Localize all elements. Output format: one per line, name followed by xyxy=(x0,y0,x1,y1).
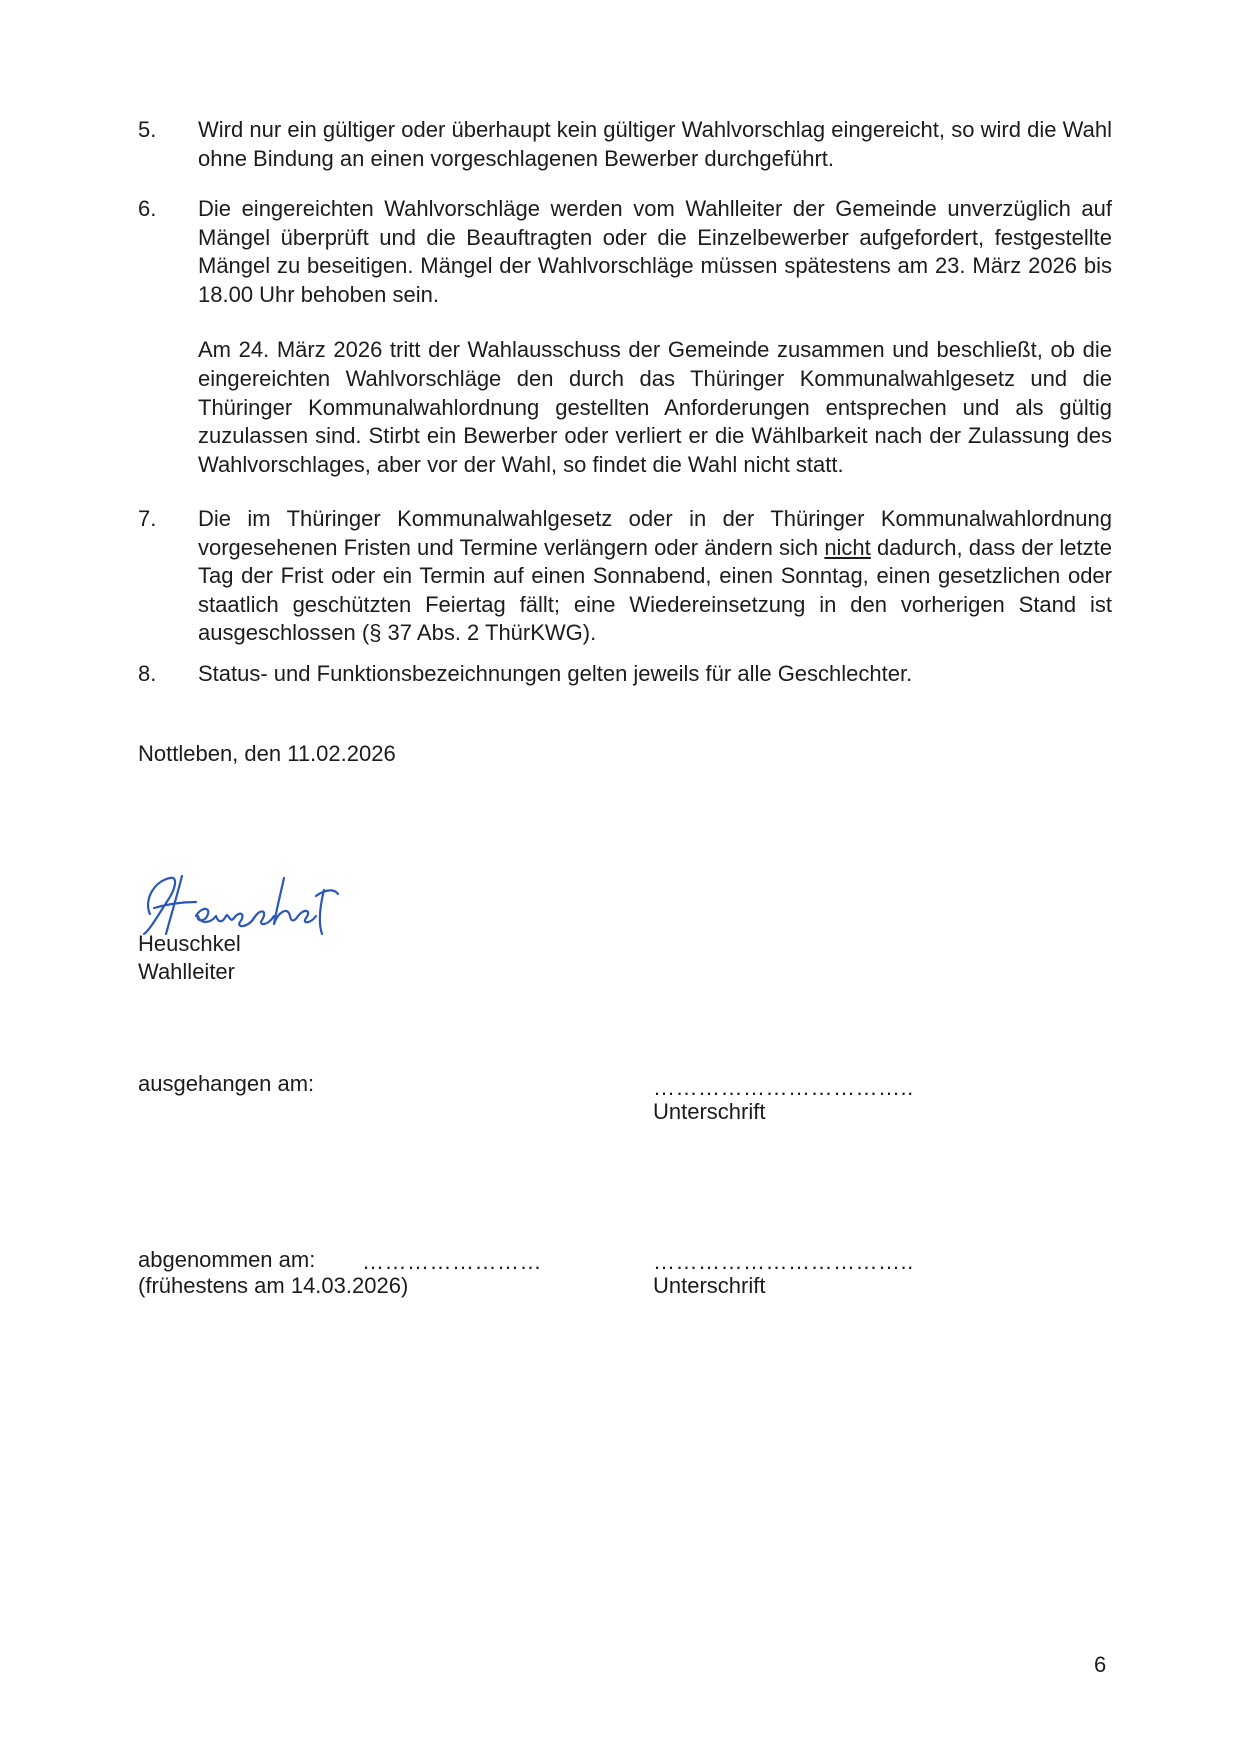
underlined-word: nicht xyxy=(824,534,871,560)
removed-note: (frühestens am 14.03.2026) xyxy=(138,1273,409,1298)
item-number: 6. xyxy=(138,196,157,221)
item-text-part: Die im Thüringer Kommunalwahlgesetz oder in der Thüringer Kommunalwahlordnung vorgesehenen Fristen und Termine verlängern oder ändern sich xyxy=(198,506,1112,560)
removed-date-line: …………………… xyxy=(362,1249,542,1274)
item-text: Die eingereichten Wahlvorschläge werden vom Wahlleiter der Gemeinde unverzüglich auf Mängel überprüft und die Beauftragten oder die Einzelbewerber aufgefordert, festgestellte Mängel zu beseitigen. Mängel der Wahlvorschläge müssen spätestens am 23. März 2026 bis 18.00 Uhr behoben sein. xyxy=(198,196,1112,307)
item-number: 5. xyxy=(138,117,157,142)
signer-name: Heuschkel xyxy=(138,931,241,956)
list-item-7 xyxy=(138,505,1112,648)
removed-signature-line: …………………………….. xyxy=(653,1249,914,1274)
item-text-paragraph-2: Am 24. März 2026 tritt der Wahlausschuss der Gemeinde zusammen und beschließt, ob die eingereichten Wahlvorschläge den durch das Thüringer Kommunalwahlgesetz und die Thüringer Kommunalwahlordnung gestellten Anforderungen entsprechen und als gültig zuzulassen sind. Stirbt ein Bewerber oder verliert er die Wählbarkeit nach der Zulassung des Wahlvorschlages, aber vor der Wahl, so findet die Wahl nicht statt. xyxy=(198,337,1112,477)
removed-signature-label: Unterschrift xyxy=(653,1273,766,1298)
item-number: 7. xyxy=(138,506,157,531)
signer-title: Wahlleiter xyxy=(138,959,235,984)
page-number: 6 xyxy=(1094,1652,1107,1677)
item-text: Status- und Funktionsbezeichnungen gelten jeweils für alle Geschlechter. xyxy=(198,661,913,686)
posted-label: ausgehangen am: xyxy=(138,1071,315,1096)
list-item-6 xyxy=(138,195,1112,479)
posted-signature-line: …………………………….. xyxy=(653,1075,914,1100)
item-text xyxy=(198,505,1112,648)
posted-signature-label: Unterschrift xyxy=(653,1099,766,1124)
item-text-part: dadurch, dass der letzte Tag der Frist oder ein Termin auf einen Sonnabend, einen Sonntag, einen gesetzlichen oder staatlich geschützten Feiertag fällt; eine Wiedereinsetzung in den vorherigen Stand ist ausgeschlossen (§ 37 Abs. 2 ThürKWG). xyxy=(198,534,1112,646)
item-number: 8. xyxy=(138,661,157,686)
item-text: Wird nur ein gültiger oder überhaupt kein gültiger Wahlvorschlag eingereicht, so wird die Wahl ohne Bindung an einen vorgeschlagenen Bewerber durchgeführt. xyxy=(198,117,1112,171)
list-item-5 xyxy=(138,116,1112,173)
removed-label: abgenommen am: xyxy=(138,1247,316,1272)
place-date: Nottleben, den 11.02.2026 xyxy=(138,741,396,766)
list-item-8 xyxy=(138,660,1112,689)
